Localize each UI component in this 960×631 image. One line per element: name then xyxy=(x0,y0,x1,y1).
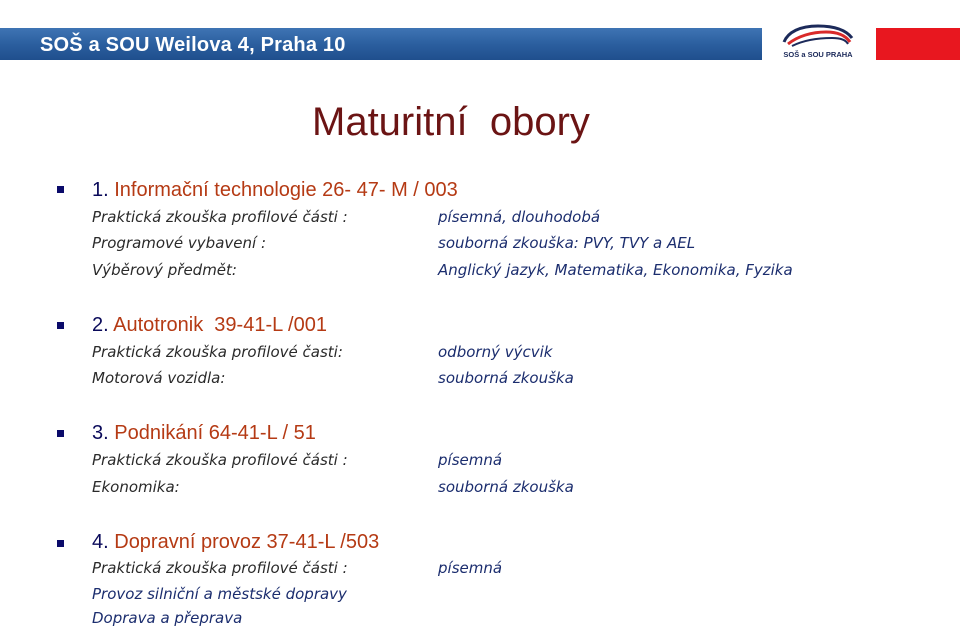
bullet-icon xyxy=(57,186,64,193)
school-name: SOŠ a SOU Weilova 4, Praha 10 xyxy=(40,34,346,56)
accent-block xyxy=(876,28,960,60)
row-label: Ekonomika: xyxy=(92,478,180,496)
row-label: Výběrový předmět: xyxy=(92,261,237,279)
program-heading xyxy=(92,529,379,555)
program-heading xyxy=(92,177,458,203)
program-number: 2. xyxy=(92,314,109,336)
program-name: Autotronik 39-41-L /001 xyxy=(108,314,327,336)
row-value: písemná xyxy=(438,559,503,577)
bullet-icon xyxy=(57,322,64,329)
row-label: Programové vybavení : xyxy=(92,234,267,252)
page-title: Maturitní obory xyxy=(312,100,590,144)
bullet-icon xyxy=(57,540,64,547)
row-label: Praktická zkouška profilové části : xyxy=(92,451,348,469)
row-value: písemná, dlouhodobá xyxy=(438,208,601,226)
logo-text: SOŠ a SOU PRAHA xyxy=(783,50,853,59)
row-value: souborná zkouška xyxy=(438,369,574,387)
program-heading xyxy=(92,420,316,446)
row-label: Praktická zkouška profilové části : xyxy=(92,208,348,226)
bullet-icon xyxy=(57,430,64,437)
program-name: Podnikání 64-41-L / 51 xyxy=(108,422,316,444)
program-number: 1. xyxy=(92,179,109,201)
program-heading xyxy=(92,312,327,338)
row-value: souborná zkouška xyxy=(438,478,574,496)
row-label: Provoz silniční a městské dopravy xyxy=(92,585,347,603)
row-label: Motorová vozidla: xyxy=(92,369,226,387)
row-label: Praktická zkouška profilové části : xyxy=(92,559,348,577)
row-value: písemná xyxy=(438,451,503,469)
row-label: Doprava a přeprava xyxy=(92,609,243,627)
row-value: odborný výcvik xyxy=(438,343,553,361)
row-value: Anglický jazyk, Matematika, Ekonomika, Fyzika xyxy=(438,261,793,279)
program-number: 4. xyxy=(92,531,109,553)
program-name: Informační technologie 26- 47- M / 003 xyxy=(108,179,458,201)
program-name: Dopravní provoz 37-41-L /503 xyxy=(108,531,380,553)
row-value: souborná zkouška: PVY, TVY a AEL xyxy=(438,234,696,252)
car-logo-icon xyxy=(778,20,858,52)
row-label: Praktická zkouška profilové časti: xyxy=(92,343,343,361)
program-number: 3. xyxy=(92,422,109,444)
school-logo xyxy=(778,20,858,64)
